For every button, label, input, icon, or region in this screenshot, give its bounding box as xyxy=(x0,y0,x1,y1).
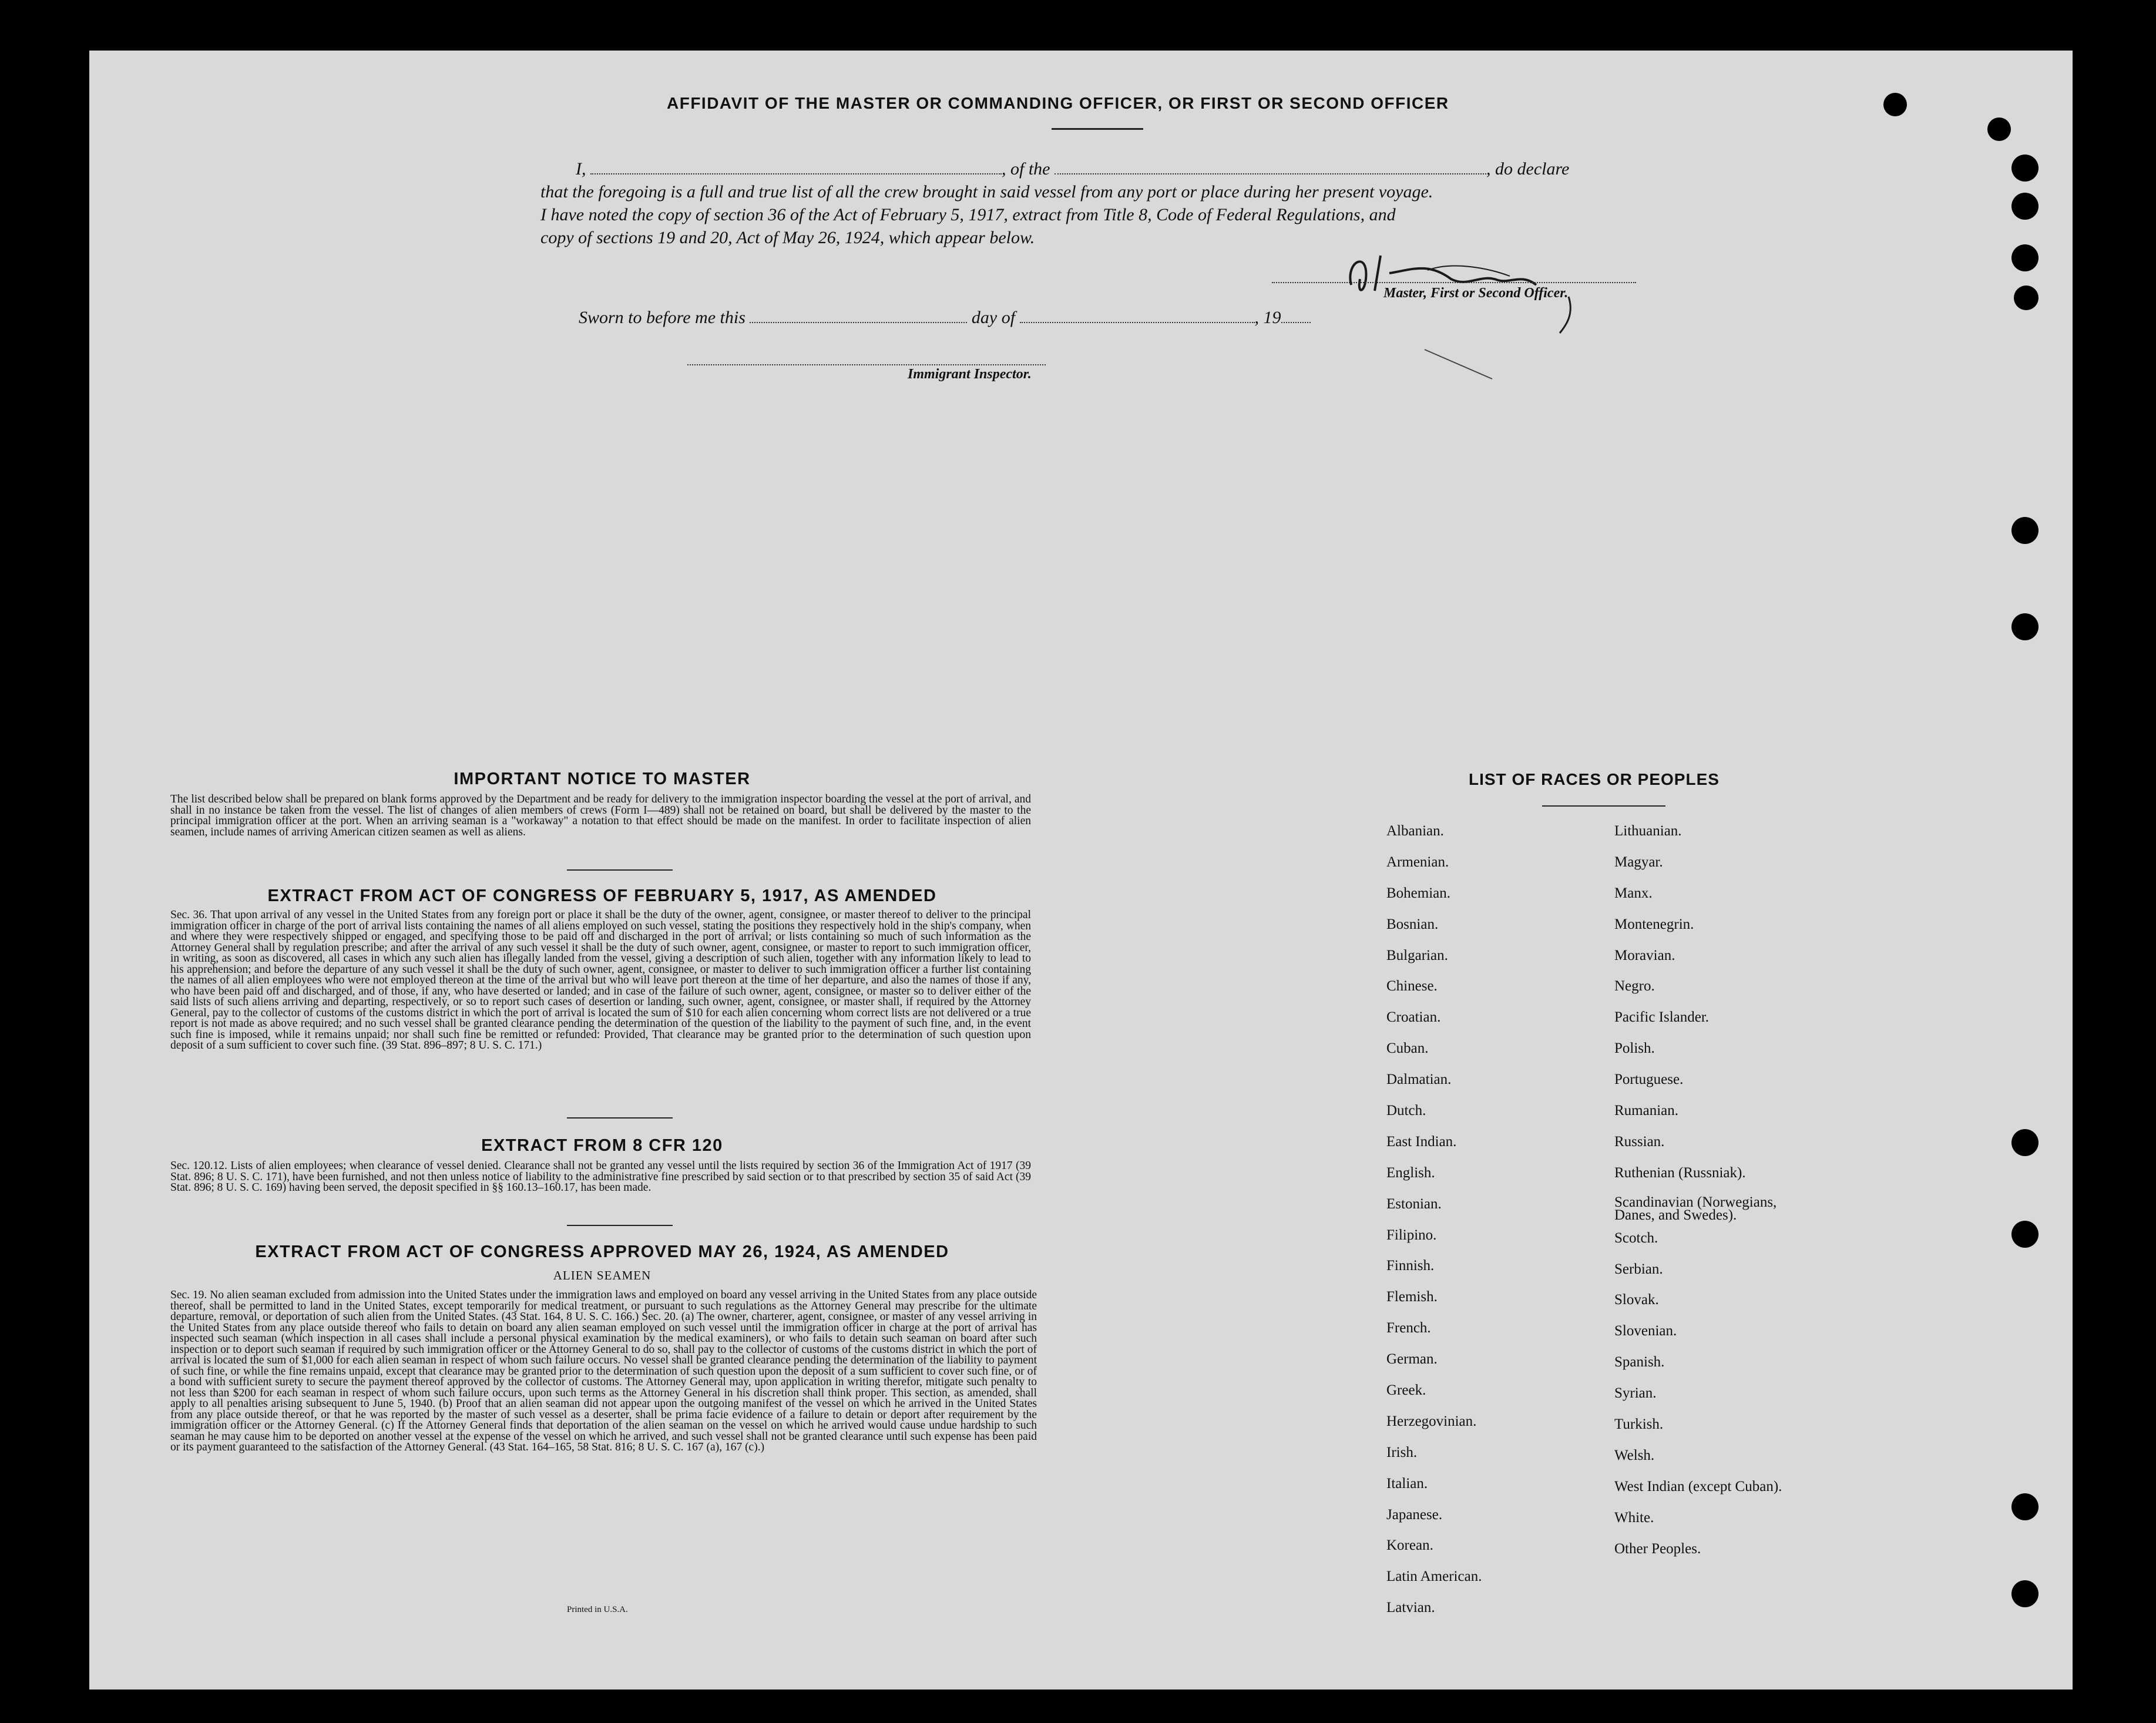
race-entry: Russian. xyxy=(1614,1133,1665,1150)
punch-hole xyxy=(2011,1221,2039,1248)
race-entry: Bulgarian. xyxy=(1386,947,1448,963)
race-entry: Greek. xyxy=(1386,1382,1426,1399)
month-blank[interactable] xyxy=(1020,308,1255,323)
declaration-of-the: , of the xyxy=(1002,159,1050,179)
extract-cfr-title: EXTRACT FROM 8 CFR 120 xyxy=(481,1136,723,1155)
race-entry: Negro. xyxy=(1614,978,1655,995)
punch-hole xyxy=(2014,286,2039,310)
race-entry: Bosnian. xyxy=(1386,916,1439,932)
race-entry: Flemish. xyxy=(1386,1289,1438,1305)
declaration-line-3: I have noted the copy of section 36 of the Act of February 5, 1917, extract from Title 8, Code of Federal Regulations, and xyxy=(540,205,1396,224)
race-entry: Irish. xyxy=(1386,1444,1418,1460)
race-entry: Welsh. xyxy=(1614,1447,1655,1463)
declaration-do-declare: , do declare xyxy=(1486,159,1570,179)
punch-hole xyxy=(2011,155,2039,182)
affidavit-title: AFFIDAVIT OF THE MASTER OR COMMANDING OFFICER, OR FIRST OR SECOND OFFICER xyxy=(667,94,1449,112)
year-blank[interactable] xyxy=(1281,308,1311,323)
notice-title: IMPORTANT NOTICE TO MASTER xyxy=(454,770,751,788)
extract-1917-title: EXTRACT FROM ACT OF CONGRESS OF FEBRUARY 5, 1917, AS AMENDED xyxy=(267,886,937,905)
day-blank[interactable] xyxy=(750,308,967,323)
punch-hole xyxy=(2011,1580,2039,1607)
race-entry: Syrian. xyxy=(1614,1385,1657,1402)
divider xyxy=(567,1225,673,1226)
race-entry: Italian. xyxy=(1386,1475,1428,1492)
extract-cfr-body: Sec. 120.12. Lists of alien employees; when clearance of vessel denied. Clearance shall not be granted any vessel until the lists required by section 36 of the Immigration Act of 1917 (39 Stat. 896; 8 U. S. C. 171), have been furnished, and not then unless notice of liability to the administrative fine prescribed by said section or to that prescribed by section 35 of said Act (39 Stat. 896; 8 U. S. C. 169) having been served, the deposit specified in §§ 160.13–160.17, has been made. xyxy=(170,1160,1031,1194)
race-entry: Scandinavian (Norwegians, Danes, and Swedes). xyxy=(1614,1194,1777,1223)
race-entry: German. xyxy=(1386,1351,1438,1368)
race-entry: Montenegrin. xyxy=(1614,916,1694,932)
race-entry: Polish. xyxy=(1614,1040,1655,1057)
race-entry: Portuguese. xyxy=(1614,1072,1684,1088)
punch-hole xyxy=(2011,193,2039,220)
punch-hole xyxy=(1883,93,1907,116)
race-entry: Herzegovinian. xyxy=(1386,1413,1477,1429)
race-entry: Estonian. xyxy=(1386,1195,1442,1212)
vessel-blank[interactable] xyxy=(1055,159,1486,174)
race-entry: Armenian. xyxy=(1386,854,1449,870)
race-entry: Spanish. xyxy=(1614,1354,1665,1371)
race-entry: English. xyxy=(1386,1164,1435,1181)
race-entry: Finnish. xyxy=(1386,1258,1435,1274)
race-entry: Manx. xyxy=(1614,885,1653,901)
extract-1924-subtitle: ALIEN SEAMEN xyxy=(553,1268,651,1282)
sworn-text: Sworn to before me this xyxy=(579,308,745,327)
race-entry: Lithuanian. xyxy=(1614,823,1682,839)
race-entry: West Indian (except Cuban). xyxy=(1614,1478,1782,1494)
sworn-year: , 19 xyxy=(1254,308,1281,327)
races-left-column xyxy=(1386,823,1598,1631)
extract-1924-title: EXTRACT FROM ACT OF CONGRESS APPROVED MAY 26, 1924, AS AMENDED xyxy=(255,1242,949,1261)
races-title: LIST OF RACES OR PEOPLES xyxy=(1469,770,1720,788)
divider xyxy=(1052,128,1143,130)
declaration-i: I, xyxy=(576,159,586,179)
punch-hole xyxy=(2011,517,2039,544)
declaration xyxy=(540,157,1633,249)
race-entry: White. xyxy=(1614,1509,1654,1526)
race-entry: Magyar. xyxy=(1614,854,1663,870)
signature-caption: Master, First or Second Officer. xyxy=(1383,286,1569,301)
notice-body: The list described below shall be prepared on blank forms approved by the Department and be ready for delivery to the immigration inspector boarding the vessel at the port of arrival, and shall in no instance be taken from the vessel. The list of changes of alien members of crews (Form I—489) shall not be retained on board, but shall be delivered by the master to the principal immigration officer at the port. When an arriving seaman is a "workaway" a notation to that effect should be made on the manifest. In order to facilitate inspection of alien seamen, include names of arriving American citizen seamen as well as aliens. xyxy=(170,793,1031,838)
sworn-line xyxy=(579,308,1311,328)
race-entry: Korean. xyxy=(1386,1537,1433,1554)
race-entry: Albanian. xyxy=(1386,823,1444,839)
inspector-caption: Immigrant Inspector. xyxy=(908,367,1032,382)
divider xyxy=(567,869,673,871)
race-entry: Serbian. xyxy=(1614,1261,1663,1277)
race-entry: Other Peoples. xyxy=(1614,1540,1701,1557)
sworn-day-of: day of xyxy=(971,308,1016,327)
race-entry: Dutch. xyxy=(1386,1103,1426,1119)
race-entry: Pacific Islander. xyxy=(1614,1009,1710,1026)
race-entry: Croatian. xyxy=(1386,1009,1441,1026)
name-blank[interactable] xyxy=(590,159,1002,174)
race-entry: Moravian. xyxy=(1614,947,1675,963)
extract-1924-body: Sec. 19. No alien seaman excluded from admission into the United States under the immigration laws and employed on board any vessel arriving in the United States from any place outside thereof, shall be permitted to land in the United States, except temporarily for medical treatment, or pursuant to such regulations as the Attorney General may prescribe for the ultimate departure, removal, or deportation of such alien from the United States. (43 Stat. 164, 8 U. S. C. 166.) Sec. 20. (a) The owner, charterer, agent, consignee, or master of any vessel arriving in the United States from any place outside thereof who fails to detain on board any alien seaman employed on such vessel until the immigration officer in charge at the port of arrival has inspected such seaman (which inspection in all cases shall include a personal physical examination by the medical examiners), or who fails to detain such seaman on board after such inspection or to deport such seaman if required by such immigration officer or the Attorney General to do so, shall pay to the collector of customs of the customs district in which the port of arrival is located the sum of $1,000 for each alien seaman in respect of whom such failure occurs. No vessel shall be granted clearance pending the determination of the liability to payment of such fine, or while the fine remains unpaid, except that clearance may be granted prior to the determination of such question upon the deposit of a sum sufficient to cover such fine, or of a bond with sufficient surety to secure the payment thereof approved by the collector of customs. The Attorney General may, upon application in writing therefor, mitigate such penalty to not less than $200 for each seaman in respect of whom such failure occurs, upon such terms as the Attorney General in his discretion shall think proper. This section, as amended, shall apply to all penalties arising subsequent to June 5, 1940. (b) Proof that an alien seaman did not appear upon the outgoing manifest of the vessel on which he arrived in the United States from any place outside thereof, or that he was reported by the master of such vessel as a deserter, shall be prima facie evidence of a failure to detain or deport after requirement by the immigration officer or the Attorney General. (c) If the Attorney General finds that deportation of the alien seaman on the vessel on which he arrived would cause undue hardship to such seaman he may cause him to be deported on another vessel at the expense of the vessel on which he arrived, and such vessel shall not be granted clearance until such expense has been paid or its payment guaranteed to the satisfaction of the Attorney General. (43 Stat. 164–165, 58 Stat. 816; 8 U. S. C. 167 (a), 167 (c).) xyxy=(170,1289,1037,1453)
race-entry: Latvian. xyxy=(1386,1600,1435,1616)
punch-hole xyxy=(2011,1129,2039,1156)
punch-hole xyxy=(2011,613,2039,640)
race-entry: Scotch. xyxy=(1614,1230,1658,1246)
divider xyxy=(567,1117,673,1119)
race-entry: Rumanian. xyxy=(1614,1103,1679,1119)
signature-line[interactable] xyxy=(1272,282,1636,283)
declaration-line-2: that the foregoing is a full and true list of all the crew brought in said vessel from any port or place during her present voyage. xyxy=(540,182,1433,201)
race-entry: Japanese. xyxy=(1386,1506,1443,1523)
race-entry: French. xyxy=(1386,1320,1431,1336)
pencil-stroke xyxy=(1422,347,1498,382)
race-entry: Bohemian. xyxy=(1386,885,1451,901)
punch-hole xyxy=(1987,117,2011,141)
races-right-column xyxy=(1614,823,1849,1571)
divider xyxy=(1542,805,1665,807)
inspector-signature-line[interactable] xyxy=(687,364,1046,365)
race-entry: Latin American. xyxy=(1386,1568,1482,1585)
race-entry: Slovenian. xyxy=(1614,1323,1677,1339)
race-entry: Slovak. xyxy=(1614,1292,1659,1308)
race-entry: Ruthenian (Russniak). xyxy=(1614,1164,1746,1181)
race-entry: Chinese. xyxy=(1386,978,1438,995)
extract-1917-body: Sec. 36. That upon arrival of any vessel in the United States from any foreign port or place it shall be the duty of the owner, agent, consignee, or master thereof to deliver to the principal immigration officer in charge of the port of arrival lists containing the names of all aliens employed on such vessel, stating the positions they respectively hold in the ship's company, when and where they were respectively shipped or engaged, and specifying those to be paid off and discharged in the port of arrival; or lists containing so much of such information as the Attorney General shall by regulation prescribe; and after the arrival of any such vessel it shall be the duty of such owner, agent, consignee, or master to report to such immigration officer, in writing, as soon as discovered, all cases in which any such alien has illegally landed from the vessel, giving a description of such alien, together with any information likely to lead to his apprehension; and before the departure of any such vessel it shall be the duty of such owner, agent, consignee, or master to deliver to such immigration officer a further list containing the names of all alien employees who were not employed thereon at the time of the arrival but who will leave port thereon at the time of her departure, and also the names of those if any, who have been paid off and discharged, and of those, if any, who have deserted or landed; and in case of the failure of such owner, agent, consignee, or master so to deliver either of the said lists of such aliens arriving and departing, respectively, or so to report such cases of desertion or landing, such owner, agent, consignee, or master shall, if required by the Attorney General, pay to the collector of customs of the customs district in which the port of arrival is located the sum of $10 for each alien concerning whom correct lists are not delivered or a true report is not made as above required; and no such vessel shall be granted clearance pending the determination of the question of the liability to the payment of such fine, and, in the event such fine is imposed, while it remains unpaid; nor shall such fine be remitted or refunded: Provided, That clearance may be granted prior to the determination of such question upon deposit of a sum sufficient to cover such fine. (39 Stat. 896–897; 8 U. S. C. 171.) xyxy=(170,909,1031,1052)
punch-hole xyxy=(2011,1493,2039,1520)
declaration-line-4: copy of sections 19 and 20, Act of May 26, 1924, which appear below. xyxy=(540,228,1035,247)
printed-in-usa: Printed in U.S.A. xyxy=(567,1605,628,1614)
race-entry: Cuban. xyxy=(1386,1040,1429,1057)
race-entry: Dalmatian. xyxy=(1386,1072,1452,1088)
punch-hole xyxy=(2011,244,2039,271)
race-entry: Turkish. xyxy=(1614,1416,1664,1433)
race-entry: East Indian. xyxy=(1386,1133,1457,1150)
race-entry: Filipino. xyxy=(1386,1227,1437,1243)
